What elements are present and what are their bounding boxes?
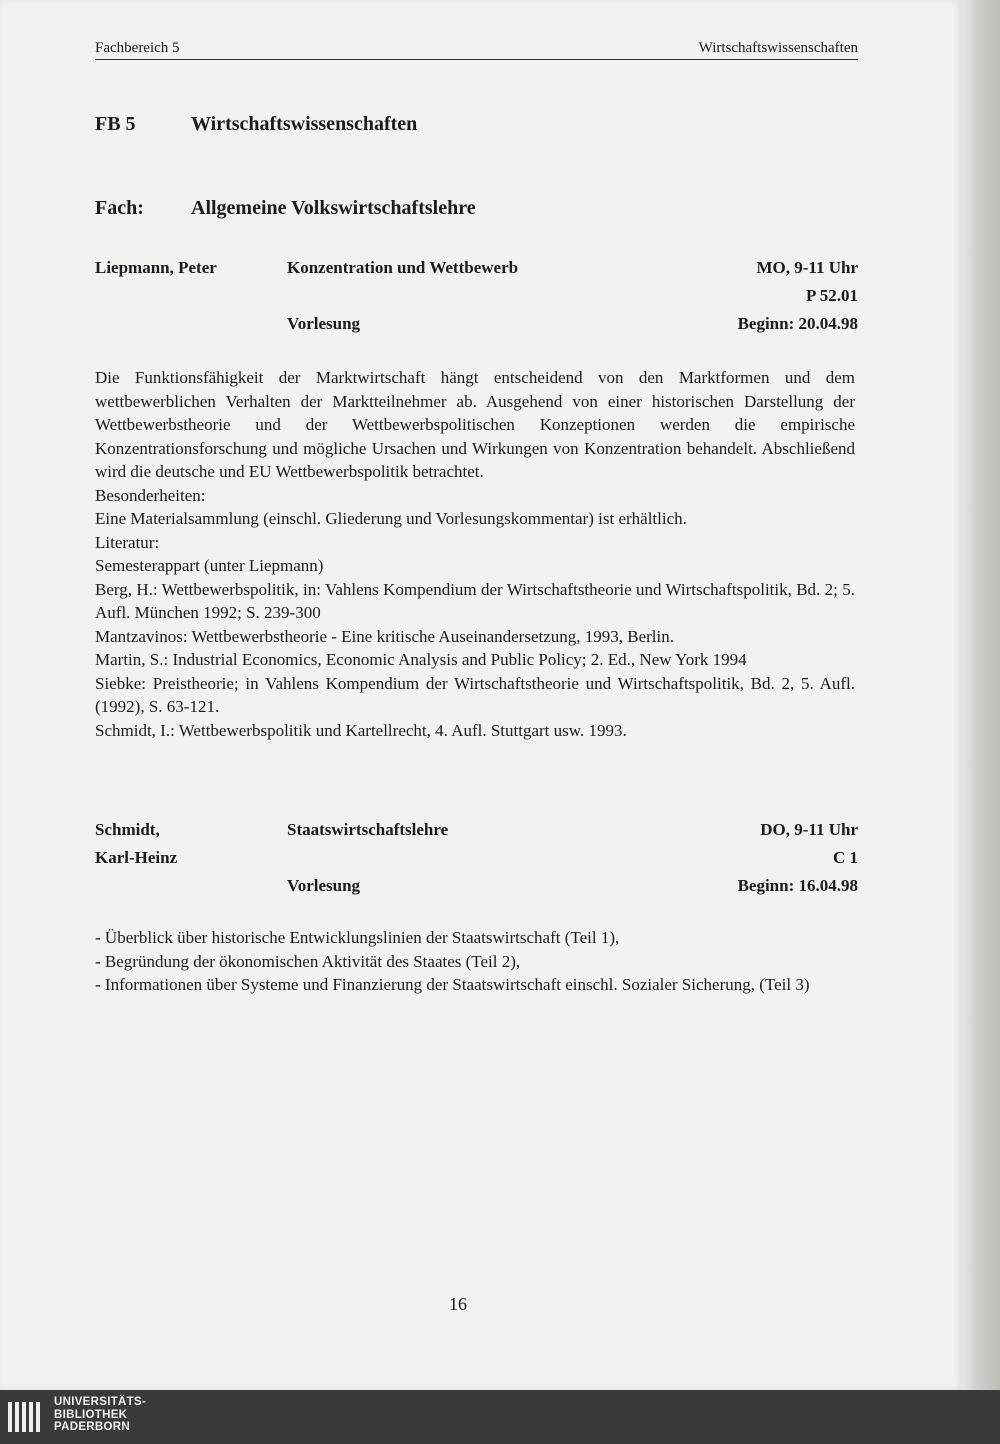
library-logo-line1: UNIVERSITÄTS- — [54, 1396, 147, 1408]
course-2-start: Beginn: 16.04.98 — [737, 876, 858, 895]
course-2-lecturer-line1: Schmidt, — [95, 820, 160, 839]
literature-item: Semesterappart (unter Liepmann) — [95, 556, 324, 575]
course-1-body — [95, 366, 855, 742]
page-number: 16 — [449, 1294, 467, 1314]
course-1-type: Vorlesung — [287, 314, 361, 333]
header-left: Fachbereich 5 — [95, 40, 180, 56]
course-1-title: Konzentration und Wettbewerb — [287, 258, 519, 277]
course-2-title: Staatswirtschaftslehre — [287, 820, 449, 839]
course-1-lecturer: Liepmann, Peter — [95, 258, 217, 277]
library-logo-line3: PADERBORN — [54, 1421, 130, 1433]
course-1-special: Eine Materialsammlung (einschl. Gliederung und Vorlesungskommentar) ist erhältlich. — [95, 509, 687, 528]
course-1-header — [95, 258, 858, 342]
library-logo-line2: BIBLIOTHEK — [54, 1408, 128, 1421]
header-right: Wirtschaftswissenschaften — [698, 40, 858, 56]
course-2-type: Vorlesung — [287, 876, 361, 895]
library-logo-icon — [6, 1398, 46, 1438]
course-2-item: - Überblick über historische Entwicklungslinien der Staatswirtschaft (Teil 1), — [95, 928, 620, 947]
running-header — [95, 40, 858, 60]
literature-item: Schmidt, I.: Wettbewerbspolitik und Kartellrecht, 4. Aufl. Stuttgart usw. 1993. — [95, 720, 627, 740]
course-1-time: MO, 9-11 Uhr — [756, 258, 858, 277]
course-1-description: Die Funktionsfähigkeit der Marktwirtschaft hängt entscheidend von den Marktformen und dem wettbewerblichen Verhalten der Marktteilnehmer ab. Ausgehend von einer historischen Darstellung der Wettbewerbstheorie und der Wettbewerbspolitischen Konzeptionen werden die empirische Konzentrationsforschung und mögliche Ursachen und Wirkungen von Konzentration behandelt. Abschließend wird die deutsche und EU Wettbewerbspolitik betrachtet. — [95, 368, 855, 481]
library-footer-bar — [0, 1390, 1000, 1444]
book-spine-edge — [962, 0, 1000, 1390]
literature-item: Berg, H.: Wettbewerbspolitik, in: Vahlens Kompendium der Wirtschaftstheorie und Wirtschaftspolitik, Bd. 2; 5. Aufl. München 1992; S. 239-300 — [95, 579, 855, 622]
course-2-header — [95, 820, 858, 904]
course-2-item: - Begründung der ökonomischen Aktivität des Staates (Teil 2), — [95, 951, 521, 971]
literature-item: Martin, S.: Industrial Economics, Economic Analysis and Public Policy; 2. Ed., New York 1994 — [95, 650, 747, 669]
course-2-body — [95, 926, 855, 997]
course-1-special-label: Besonderheiten: — [95, 485, 206, 505]
literature-item: Mantzavinos: Wettbewerbstheorie - Eine kritische Auseinandersetzung, 1993, Berlin. — [95, 626, 674, 646]
subject-name: Allgemeine Volkswirtschaftslehre — [191, 197, 476, 219]
course-1-start: Beginn: 20.04.98 — [737, 314, 858, 333]
faculty-heading — [95, 113, 417, 136]
course-2-time: DO, 9-11 Uhr — [760, 820, 858, 839]
subject-heading — [95, 197, 476, 220]
literature-item: Siebke: Preistheorie; in Vahlens Kompendium der Wirtschaftstheorie und Wirtschaftspolitik, Bd. 2, 5. Aufl. (1992), S. 63-121. — [95, 673, 855, 716]
faculty-code: FB 5 — [95, 113, 136, 135]
course-1-room: P 52.01 — [806, 286, 858, 305]
faculty-name: Wirtschaftswissenschaften — [191, 113, 418, 135]
course-2-room: C 1 — [832, 848, 858, 867]
library-logo-text — [54, 1396, 146, 1434]
course-2-lecturer-line2: Karl-Heinz — [95, 848, 178, 867]
subject-label: Fach: — [95, 197, 144, 219]
course-1-literature-label: Literatur: — [95, 532, 160, 552]
course-2-item: - Informationen über Systeme und Finanzierung der Staatswirtschaft einschl. Sozialer Sicherung, (Teil 3) — [95, 975, 810, 994]
